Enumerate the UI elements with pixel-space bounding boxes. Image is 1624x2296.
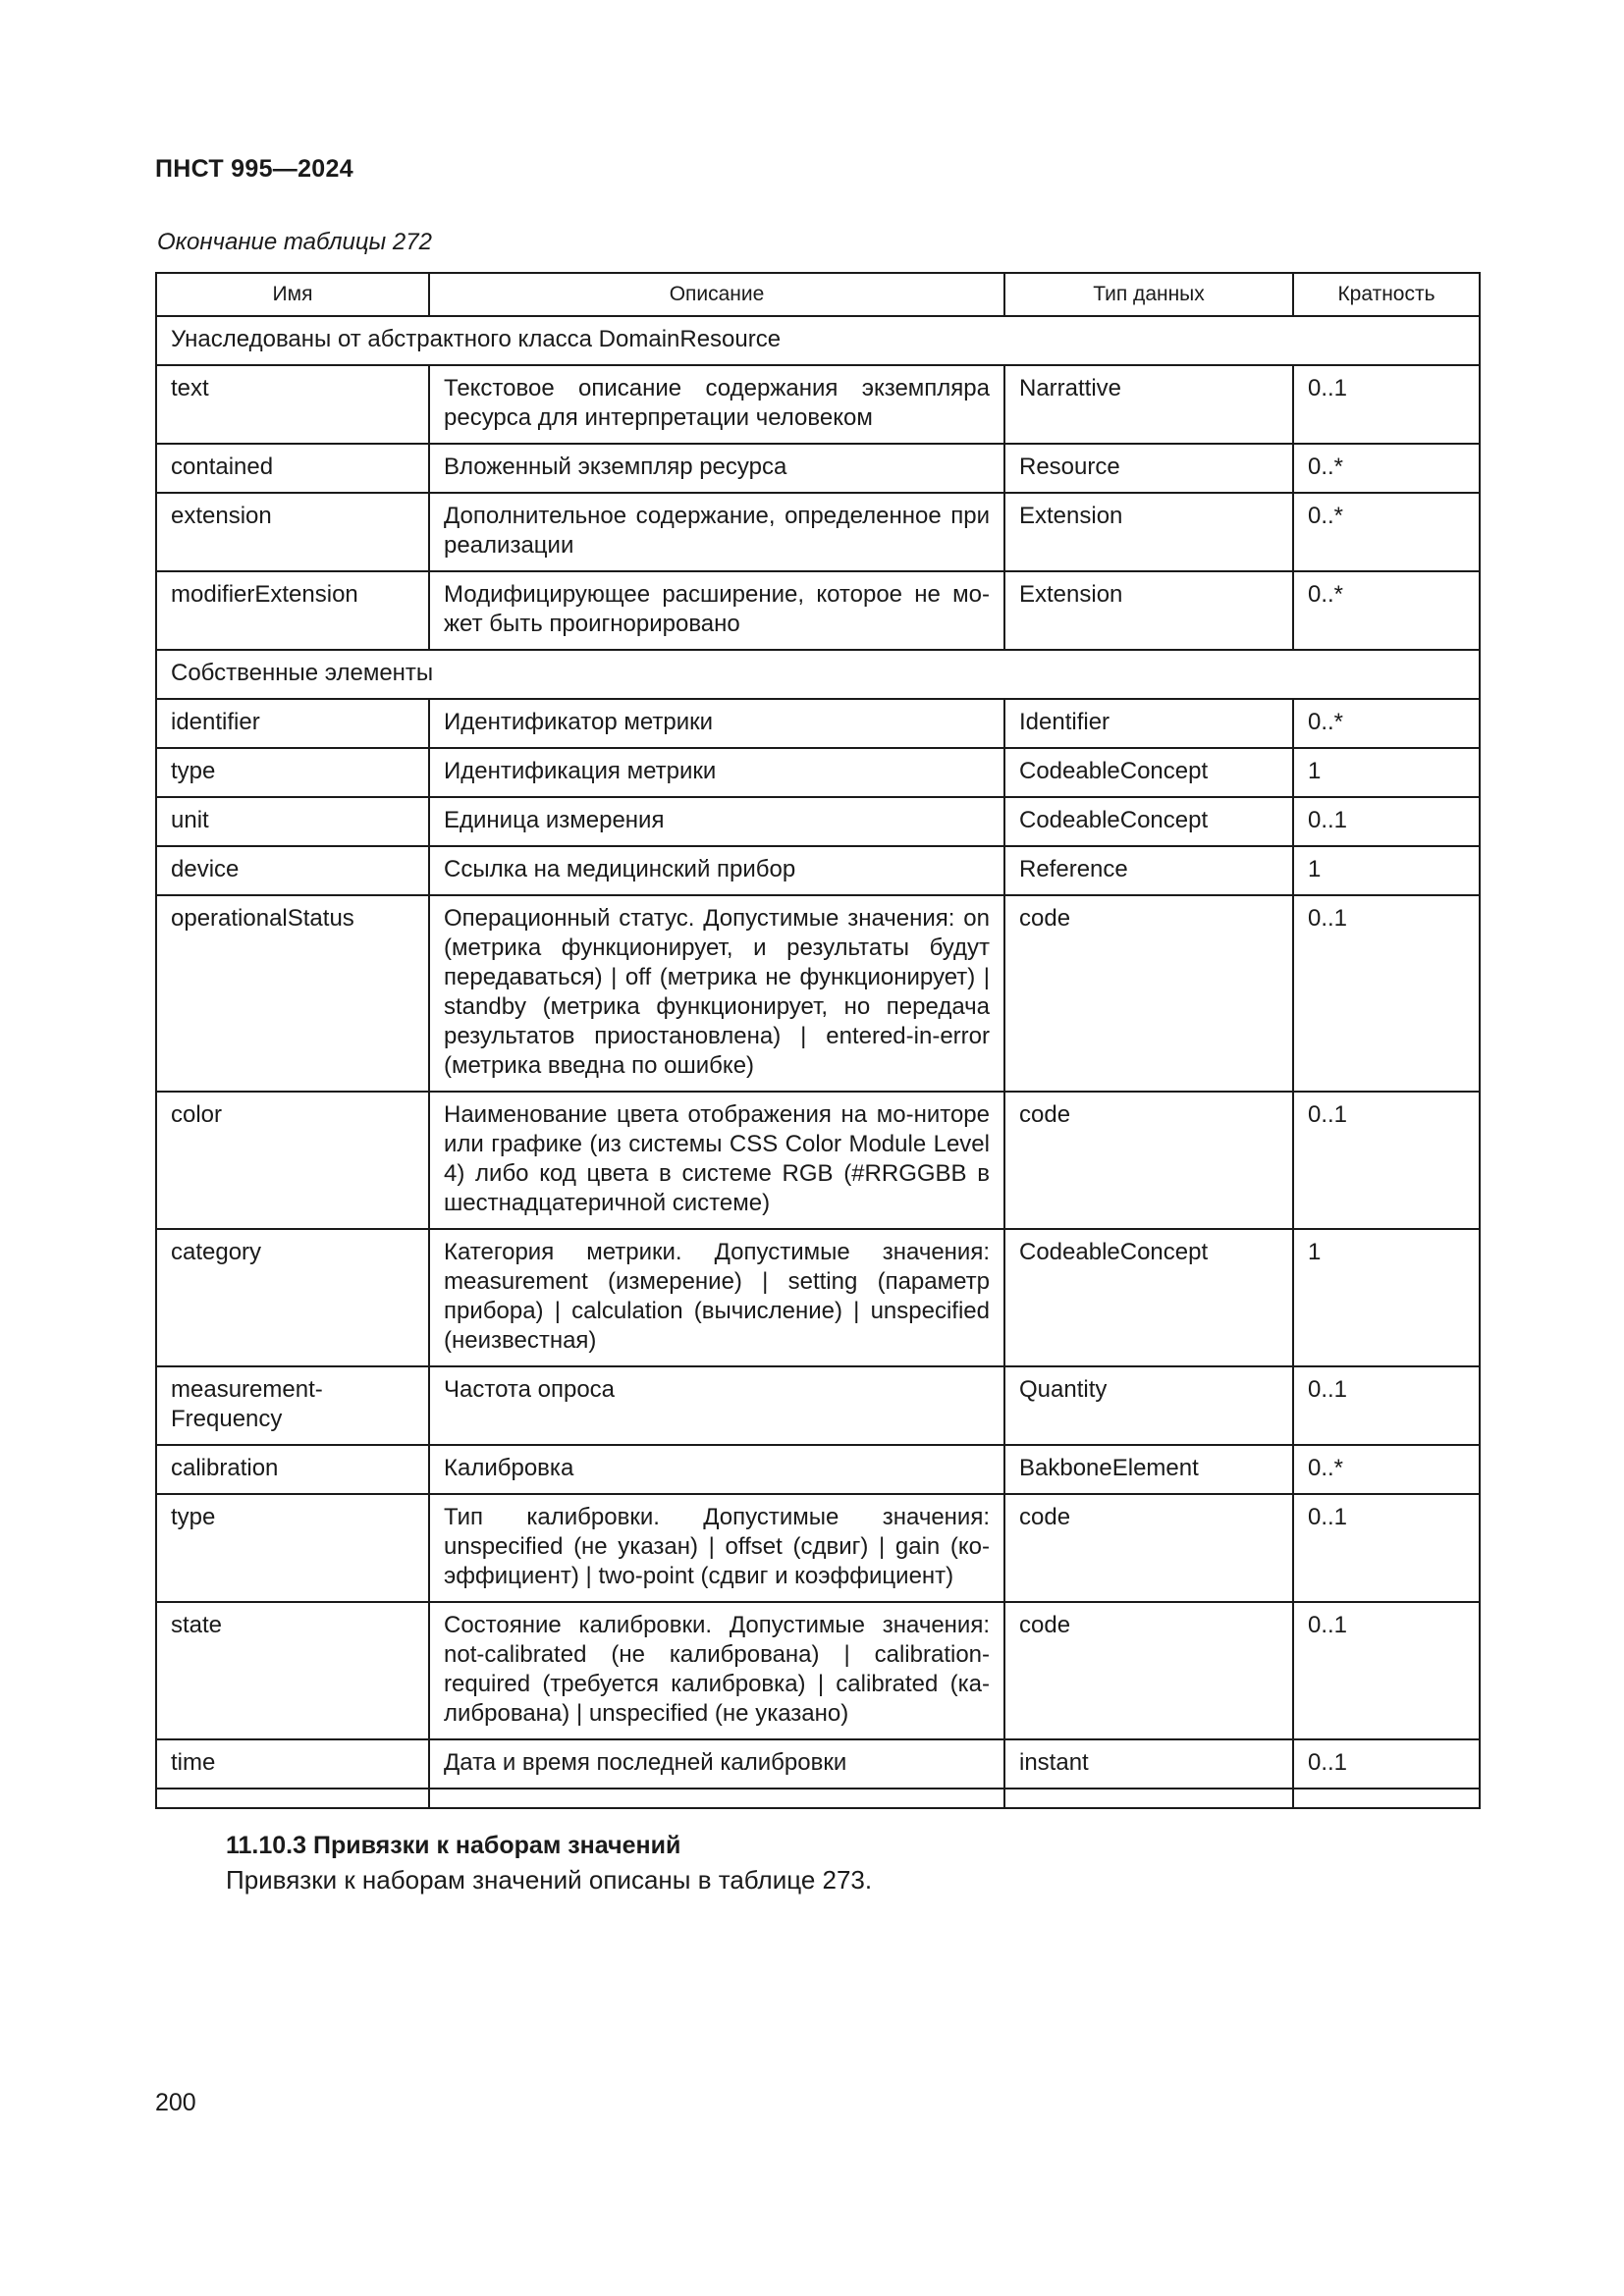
cell-description: Наименование цвета отображения на мо-ниторе или графике (из системы CSS Color Module Level 4) либо код цвета в системе RGB (#RRGGBB в шестнадцатеричной системе) [429,1092,1004,1229]
section-title: Собственные элементы [156,650,1480,699]
spec-table [155,272,1481,1809]
cell-type [1004,1789,1293,1808]
table-caption: Окончание таблицы 272 [157,229,432,255]
cell-cardinality: 0..* [1293,699,1480,748]
section-row [156,650,1480,699]
cell-type: Identifier [1004,699,1293,748]
cell-type: code [1004,895,1293,1092]
cell-type: Extension [1004,493,1293,571]
table-row [156,493,1480,571]
cell-cardinality: 1 [1293,1229,1480,1366]
table-row [156,846,1480,895]
cell-type: Extension [1004,571,1293,650]
cell-cardinality: 0..* [1293,571,1480,650]
cell-description: Ссылка на медицинский прибор [429,846,1004,895]
cell-description: Единица измерения [429,797,1004,846]
cell-cardinality [1293,1789,1480,1808]
cell-description: Вложенный экземпляр ресурса [429,444,1004,493]
cell-description: Состояние калибровки. Допустимые значения: not-calibrated (не калибрована) | calibration-required (требуется калибровка) | calibrated (ка-либрована) | unspecified (не указано) [429,1602,1004,1739]
cell-description: Категория метрики. Допустимые значения: measurement (измерение) | setting (параметр прибора) | calculation (вычисление) | unspecified (неизвестная) [429,1229,1004,1366]
cell-cardinality: 0..1 [1293,895,1480,1092]
document-code: ПНСТ 995—2024 [155,155,353,183]
section-heading: 11.10.3 Привязки к наборам значений [226,1832,681,1859]
cell-description [429,1789,1004,1808]
cell-cardinality: 0..1 [1293,365,1480,444]
cell-name: extension [156,493,429,571]
cell-type: BakboneElement [1004,1445,1293,1494]
cell-name: type [156,748,429,797]
cell-name: modifierExtension [156,571,429,650]
cell-name: operationalStatus [156,895,429,1092]
cell-type: code [1004,1602,1293,1739]
cell-cardinality: 0..* [1293,1445,1480,1494]
cell-name: calibration [156,1445,429,1494]
cell-description: Дата и время последней калибровки [429,1739,1004,1789]
cell-type: Reference [1004,846,1293,895]
section-row [156,316,1480,365]
cell-name: unit [156,797,429,846]
cell-description: Операционный статус. Допустимые значения: on (метрика функционирует, и результаты будут передаваться) | off (метрика не функционирует) | standby (метрика функционирует, но передача результатов приостановлена) | entered-in-error (метрика введна по ошибке) [429,895,1004,1092]
table-row [156,1494,1480,1602]
table-row [156,1366,1480,1445]
column-header-description: Описание [429,273,1004,316]
table-row [156,699,1480,748]
section-title: Унаследованы от абстрактного класса DomainResource [156,316,1480,365]
cell-type: CodeableConcept [1004,748,1293,797]
section-text: Привязки к наборам значений описаны в таблице 273. [226,1865,873,1895]
table-row [156,1602,1480,1739]
cell-cardinality: 0..* [1293,493,1480,571]
cell-name: state [156,1602,429,1739]
cell-name [156,1789,429,1808]
table-header-row [156,273,1480,316]
cell-type: CodeableConcept [1004,1229,1293,1366]
table-row [156,1739,1480,1789]
table-row [156,797,1480,846]
cell-name: text [156,365,429,444]
cell-cardinality: 0..* [1293,444,1480,493]
cell-type: instant [1004,1739,1293,1789]
cell-type: Quantity [1004,1366,1293,1445]
column-header-name: Имя [156,273,429,316]
cell-cardinality: 0..1 [1293,797,1480,846]
cell-name: identifier [156,699,429,748]
table-row [156,895,1480,1092]
cell-cardinality: 1 [1293,846,1480,895]
table-row [156,365,1480,444]
cell-cardinality: 1 [1293,748,1480,797]
cell-description: Текстовое описание содержания экземпляра ресурса для интерпретации человеком [429,365,1004,444]
cell-type: code [1004,1092,1293,1229]
cell-type: code [1004,1494,1293,1602]
cell-cardinality: 0..1 [1293,1494,1480,1602]
cell-type: Resource [1004,444,1293,493]
table-row [156,1789,1480,1808]
column-header-cardinality: Кратность [1293,273,1480,316]
page-number: 200 [155,2089,196,2116]
cell-description: Тип калибровки. Допустимые значения: unspecified (не указан) | offset (сдвиг) | gain (ко-эффициент) | two-point (сдвиг и коэффициент) [429,1494,1004,1602]
table-row [156,1229,1480,1366]
cell-name: type [156,1494,429,1602]
cell-type: Narrattive [1004,365,1293,444]
table-row [156,571,1480,650]
cell-name: color [156,1092,429,1229]
column-header-type: Тип данных [1004,273,1293,316]
cell-cardinality: 0..1 [1293,1366,1480,1445]
table-body [156,316,1480,1808]
table-row [156,1445,1480,1494]
cell-description: Идентификация метрики [429,748,1004,797]
cell-cardinality: 0..1 [1293,1092,1480,1229]
cell-type: CodeableConcept [1004,797,1293,846]
cell-description: Частота опроса [429,1366,1004,1445]
cell-description: Модифицирующее расширение, которое не мо-жет быть проигнорировано [429,571,1004,650]
cell-cardinality: 0..1 [1293,1739,1480,1789]
cell-name: measurement-Frequency [156,1366,429,1445]
cell-description: Калибровка [429,1445,1004,1494]
cell-cardinality: 0..1 [1293,1602,1480,1739]
table-row [156,444,1480,493]
table-row [156,748,1480,797]
cell-description: Идентификатор метрики [429,699,1004,748]
cell-name: category [156,1229,429,1366]
table-row [156,1092,1480,1229]
cell-name: contained [156,444,429,493]
cell-description: Дополнительное содержание, определенное при реализации [429,493,1004,571]
cell-name: time [156,1739,429,1789]
cell-name: device [156,846,429,895]
